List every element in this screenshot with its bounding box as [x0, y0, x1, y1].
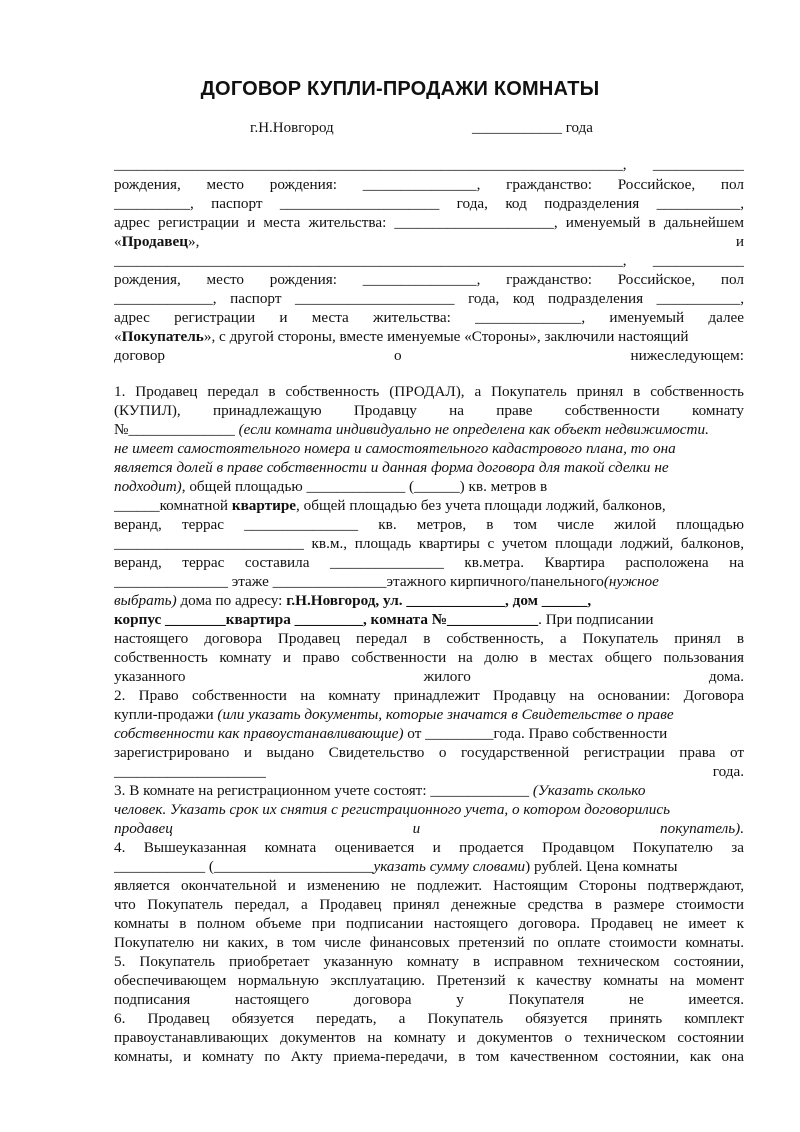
text-line: Покупателю ни каких, в том числе финансовых претензий по оплате стоимости комнаты.: [114, 934, 744, 951]
text-line: (КУПИЛ), принадлежащую Продавцу на праве собственности комнату: [114, 402, 744, 419]
text-line: корпус ________квартира _________, комната №____________. При подписании: [114, 611, 654, 628]
text-line: правоустанавливающих документов на комнату и документов о техническом состоянии: [114, 1029, 744, 1046]
text-line: адрес регистрации и места жительства: ______________, именуемый далее: [114, 309, 744, 326]
text-line: веранд, террас _______________ кв. метров, в том числе жилой площадью: [114, 516, 744, 533]
text-line: 3. В комнате на регистрационном учете состоят: _____________ (Указать сколько: [114, 782, 646, 799]
text-line: подписания настоящего договора у Покупателя не имеется.: [114, 991, 744, 1008]
text-line: _____________, паспорт _____________________ года, код подразделения ___________,: [114, 290, 744, 307]
text-line: адрес регистрации и места жительства: _____________________, именуемый в дальнейшем: [114, 214, 744, 231]
text-line: 2. Право собственности на комнату принадлежит Продавцу на основании: Договора: [114, 687, 744, 704]
contract-date: ____________ года: [472, 120, 593, 136]
text-line: 4. Вышеуказанная комната оценивается и продается Продавцом Покупателю за: [114, 839, 744, 856]
text-line: ____________ (_____________________указать сумму словами) рублей. Цена комнаты: [114, 858, 678, 875]
text-line: 5. Покупатель приобретает указанную комнату в исправном техническом состоянии,: [114, 953, 744, 970]
document-title: ДОГОВОР КУПЛИ-ПРОДАЖИ КОМНАТЫ: [200, 78, 600, 100]
text-line: собственность комнату и право собственности на долю в местах общего пользования: [114, 649, 744, 666]
text-line: _________________________ кв.м., площадь квартиры с учетом площади лоджий, балконов,: [114, 535, 744, 552]
text-line: «Покупатель», с другой стороны, вместе именуемые «Стороны», заключили настоящий: [114, 328, 689, 345]
contract-city: г.Н.Новгород: [250, 120, 334, 136]
text-line: выбрать) дома по адресу: г.Н.Новгород, ул. _____________, дом ______,: [114, 592, 592, 609]
text-line: собственности как правоустанавливающие) от _________года. Право собственности: [114, 725, 668, 742]
text-line: является долей в праве собственности и данная форма договора для такой сделки не: [114, 459, 669, 476]
text-line: 6. Продавец обязуется передать, а Покупатель обязуется принять комплект: [114, 1010, 744, 1027]
text-line: рождения, место рождения: _______________, гражданство: Российское, пол: [114, 271, 744, 288]
text-line: зарегистрировано и выдано Свидетельство о государственной регистрации права от: [114, 744, 744, 761]
text-line: веранд, террас составила _______________ кв.метра. Квартира расположена на: [114, 554, 744, 571]
text-line: комнаты в полном объеме при подписании настоящего договора. Продавец не имеет к: [114, 915, 744, 932]
text-line: является окончательной и изменению не подлежит. Настоящим Стороны подтверждают,: [114, 877, 744, 894]
text-line: договор о нижеследующем:: [114, 347, 744, 364]
text-line: настоящего договора Продавец передал в собственность, а Покупатель принял в: [114, 630, 744, 647]
text-line: что Покупатель передал, а Продавец принял денежные средства в размере стоимости: [114, 896, 744, 913]
text-line: __________, паспорт _____________________ года, код подразделения ___________,: [114, 195, 744, 212]
text-line: №______________ (если комната индивидуально не определена как объект недвижимости.: [114, 421, 709, 438]
text-line: указанного жилого дома.: [114, 668, 744, 685]
text-line: рождения, место рождения: _______________, гражданство: Российское, пол: [114, 176, 744, 193]
text-line: 1. Продавец передал в собственность (ПРОДАЛ), а Покупатель принял в собственность: [114, 383, 744, 400]
text-line: ____________________ года.: [114, 763, 744, 780]
text-line: «Продавец», и: [114, 233, 744, 250]
text-line: комнаты, и комнату по Акту приема-передачи, в том качественном состоянии, как она: [114, 1048, 744, 1065]
text-line: продавец и покупатель).: [114, 820, 744, 837]
text-line: _______________ этаже _______________этажного кирпичного/панельного(нужное: [114, 573, 659, 590]
text-line: не имеет самостоятельного номера и самостоятельного кадастрового плана, то она: [114, 440, 676, 457]
text-line: ______комнатной квартире, общей площадью без учета площади лоджий, балконов,: [114, 497, 666, 514]
text-line: подходит), общей площадью _____________ (______) кв. метров в: [114, 478, 548, 495]
text-line: купли-продажи (или указать документы, которые значатся в Свидетельстве о праве: [114, 706, 674, 723]
text-line: ___________________________________________________________________, ____________: [114, 252, 744, 269]
text-line: человек. Указать срок их снятия с регистрационного учета, о котором договорились: [114, 801, 671, 818]
text-line: обеспечивающем нормальную эксплуатацию. Претензий к качеству комнаты на момент: [114, 972, 744, 989]
text-line: ___________________________________________________________________, ____________: [114, 156, 744, 173]
